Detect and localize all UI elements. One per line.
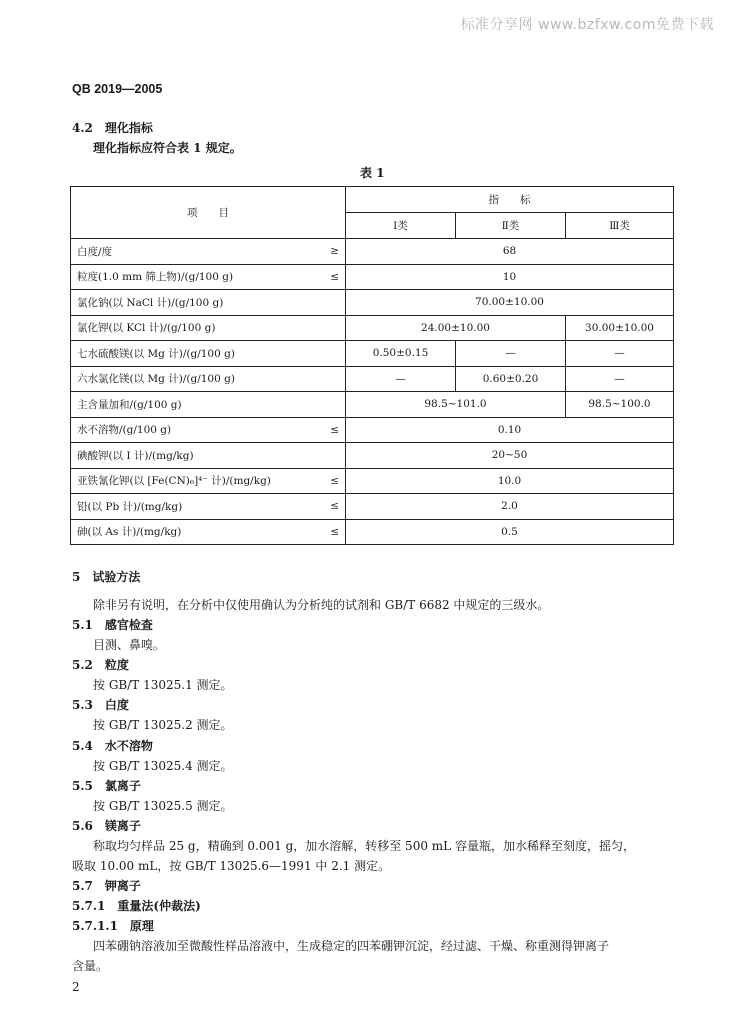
section-5-4-heading: 5.4 水不溶物 bbox=[72, 739, 153, 753]
row-value: 70.00±10.00 bbox=[346, 290, 674, 316]
row-op: ≥ bbox=[330, 245, 339, 258]
row-value-class-3: — bbox=[566, 366, 674, 392]
section-5-7-1-1-text-line1: 四苯硼钠溶液加至微酸性样品溶液中，生成稳定的四苯硼钾沉淀，经过滤、干燥、称重测得钾离子 bbox=[93, 939, 610, 953]
row-name: 七水硫酸镁(以 Mg 计)/(g/100 g) bbox=[77, 347, 235, 360]
col-item-header: 项 目 bbox=[71, 187, 346, 239]
row-name: 砷(以 As 计)/(mg/kg) bbox=[77, 526, 182, 539]
row-op: ≤ bbox=[330, 423, 339, 436]
row-op: ≤ bbox=[330, 270, 339, 283]
row-op: ≤ bbox=[330, 525, 339, 538]
section-5-3-text: 按 GB/T 13025.2 测定。 bbox=[93, 718, 233, 732]
row-name: 铅(以 Pb 计)/(mg/kg) bbox=[77, 500, 183, 513]
row-op: ≤ bbox=[330, 500, 339, 513]
section-4-2-intro: 理化指标应符合表 1 规定。 bbox=[93, 141, 242, 155]
table-row bbox=[71, 494, 674, 520]
row-value: 20~50 bbox=[346, 443, 674, 469]
row-value: 2.0 bbox=[346, 494, 674, 520]
section-5-heading: 5 试验方法 bbox=[72, 570, 141, 584]
section-4-2-heading: 4.2 理化指标 bbox=[72, 121, 153, 135]
section-5-6-heading: 5.6 镁离子 bbox=[72, 819, 141, 833]
row-value-class-2: 0.60±0.20 bbox=[456, 366, 566, 392]
spec-table bbox=[70, 186, 674, 545]
row-value-class-2: — bbox=[456, 341, 566, 367]
table-row bbox=[71, 315, 674, 341]
row-name: 水不溶物/(g/100 g) bbox=[77, 424, 172, 437]
row-value: 10.0 bbox=[346, 468, 674, 494]
section-5-7-heading: 5.7 钾离子 bbox=[72, 879, 141, 893]
row-name: 碘酸钾(以 I 计)/(mg/kg) bbox=[77, 449, 194, 462]
row-value-class-1-2: 24.00±10.00 bbox=[346, 315, 566, 341]
row-name: 白度/度 bbox=[77, 245, 113, 258]
section-5-3-heading: 5.3 白度 bbox=[72, 698, 129, 712]
section-5-4-text: 按 GB/T 13025.4 测定。 bbox=[93, 759, 233, 773]
section-5-7-1-1-heading: 5.7.1.1 原理 bbox=[72, 919, 154, 933]
row-value: 68 bbox=[346, 239, 674, 265]
row-name: 六水氯化镁(以 Mg 计)/(g/100 g) bbox=[77, 373, 235, 386]
table-row bbox=[71, 239, 674, 265]
row-value: 0.5 bbox=[346, 519, 674, 545]
standard-header: QB 2019—2005 bbox=[72, 82, 163, 96]
table-row bbox=[71, 392, 674, 418]
section-5-7-1-1-text-line2: 含量。 bbox=[72, 959, 109, 973]
row-value-class-3: 98.5~100.0 bbox=[566, 392, 674, 418]
row-name: 粒度(1.0 mm 筛上物)/(g/100 g) bbox=[77, 271, 234, 284]
table-row bbox=[71, 290, 674, 316]
row-name: 亚铁氰化钾(以 [Fe(CN)₆]⁴⁻ 计)/(mg/kg) bbox=[77, 475, 271, 488]
class-3-header: Ⅲ类 bbox=[566, 213, 674, 239]
row-name: 氯化钠(以 NaCl 计)/(g/100 g) bbox=[77, 296, 224, 309]
section-5-5-heading: 5.5 氯离子 bbox=[72, 779, 141, 793]
class-1-header: Ⅰ类 bbox=[346, 213, 456, 239]
section-5-intro: 除非另有说明，在分析中仅使用确认为分析纯的试剂和 GB/T 6682 中规定的三级水。 bbox=[93, 598, 550, 612]
row-value-class-1: — bbox=[346, 366, 456, 392]
table-row bbox=[71, 443, 674, 469]
section-5-2-heading: 5.2 粒度 bbox=[72, 658, 129, 672]
section-5-6-text-line2: 吸取 10.00 mL，按 GB/T 13025.6—1991 中 2.1 测定。 bbox=[72, 859, 391, 873]
row-op: ≤ bbox=[330, 474, 339, 487]
row-name: 氯化钾(以 KCl 计)/(g/100 g) bbox=[77, 322, 216, 335]
class-2-header: Ⅱ类 bbox=[456, 213, 566, 239]
row-value-class-3: — bbox=[566, 341, 674, 367]
table-row bbox=[71, 264, 674, 290]
table-row bbox=[71, 341, 674, 367]
row-value-class-1: 0.50±0.15 bbox=[346, 341, 456, 367]
watermark: 标准分享网 www.bzfxw.com免费下载 bbox=[460, 17, 714, 33]
section-5-1-heading: 5.1 感官检查 bbox=[72, 618, 153, 632]
section-5-7-1-heading: 5.7.1 重量法(仲裁法) bbox=[72, 899, 201, 913]
table-row bbox=[71, 519, 674, 545]
section-5-2-text: 按 GB/T 13025.1 测定。 bbox=[93, 678, 233, 692]
col-index-header: 指 标 bbox=[346, 187, 674, 213]
table-row bbox=[71, 417, 674, 443]
page-number: 2 bbox=[72, 980, 80, 994]
table-row bbox=[71, 468, 674, 494]
section-5-6-text-line1: 称取均匀样品 25 g，精确到 0.001 g，加水溶解，转移至 500 mL 容量瓶，加水稀释至刻度，摇匀， bbox=[93, 839, 635, 853]
row-value: 10 bbox=[346, 264, 674, 290]
row-value-class-1-2: 98.5~101.0 bbox=[346, 392, 566, 418]
table-caption: 表 1 bbox=[360, 166, 385, 180]
row-value: 0.10 bbox=[346, 417, 674, 443]
row-value-class-3: 30.00±10.00 bbox=[566, 315, 674, 341]
section-5-1-text: 目测、鼻嗅。 bbox=[93, 638, 166, 652]
table-row bbox=[71, 366, 674, 392]
row-name: 主含量加和/(g/100 g) bbox=[77, 398, 182, 411]
section-5-5-text: 按 GB/T 13025.5 测定。 bbox=[93, 799, 233, 813]
